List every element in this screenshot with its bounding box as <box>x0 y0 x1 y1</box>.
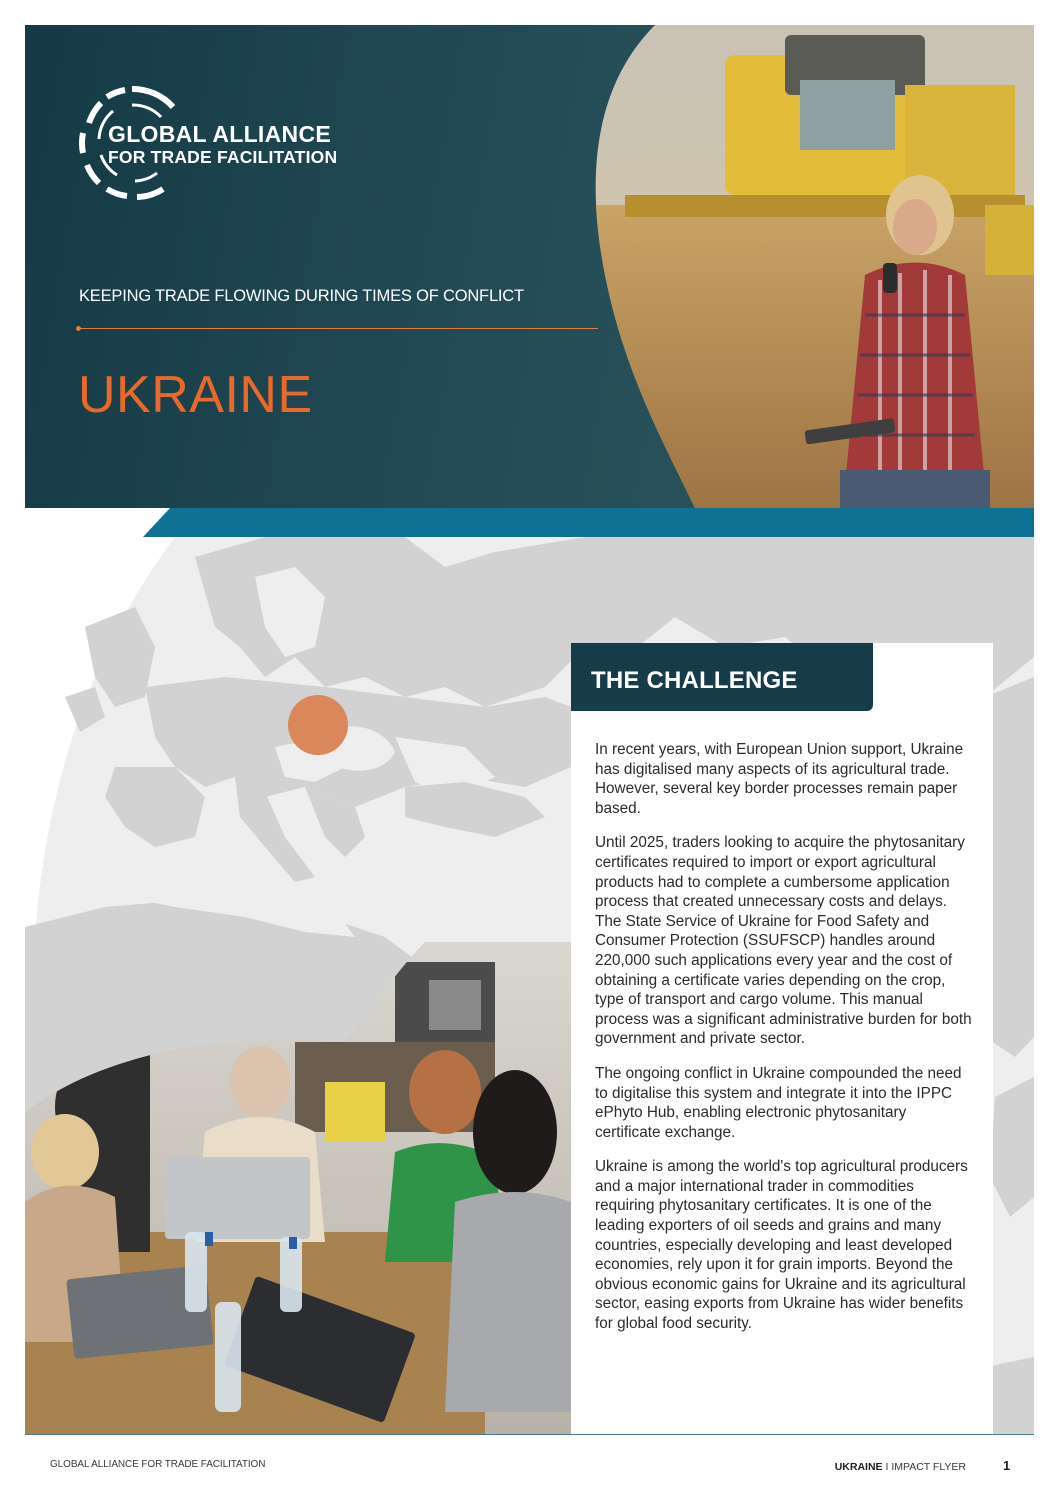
footer-country: UKRAINE <box>834 1461 883 1473</box>
hero-divider <box>78 328 598 329</box>
challenge-paragraph-1: In recent years, with European Union support, Ukraine has digitalised many aspects of its agricultural trade. However, several key border processes remain paper based. <box>595 741 964 817</box>
challenge-heading: THE CHALLENGE <box>591 667 798 694</box>
footer-document-label <box>835 1461 966 1473</box>
footer-divider <box>25 1434 1034 1435</box>
hero-subtitle: KEEPING TRADE FLOWING DURING TIMES OF CONFLICT <box>79 287 524 305</box>
footer-organization: GLOBAL ALLIANCE FOR TRADE FACILITATION <box>50 1459 266 1470</box>
hero-banner <box>25 25 1034 508</box>
challenge-paragraph-3: The ongoing conflict in Ukraine compounded the need to digitalise this system and integrate it into the IPPC ePhyto Hub, enabling electronic phytosanitary certificate exchange. <box>595 1064 962 1141</box>
challenge-paragraph-2: Until 2025, traders looking to acquire the phytosanitary certificates required to import or export agricultural products had to complete a cumbersome application process that created unnecessary costs and delays. The State Service of Ukraine for Food Safety and Consumer Protection (SSUFSCP) handles around 220,000 such applications every year and the cost of obtaining a certificate varies depending on the crop, type of transport and cargo volume. This manual process was a significant administrative burden for both government and private sector. <box>595 834 972 1048</box>
challenge-body <box>595 740 973 1349</box>
hero-title: UKRAINE <box>78 366 313 424</box>
accent-band <box>25 508 1034 537</box>
meeting-photo <box>25 942 571 1434</box>
page-number: 1 <box>1003 1458 1011 1473</box>
challenge-heading-box <box>571 643 873 711</box>
gatf-logo <box>77 83 347 203</box>
ukraine-location-marker <box>288 695 348 755</box>
logo-text-line1: GLOBAL ALLIANCE <box>108 121 331 147</box>
logo-text-line2: FOR TRADE FACILITATION <box>108 147 338 167</box>
footer-doc-type: I IMPACT FLYER <box>882 1461 966 1473</box>
challenge-paragraph-4: Ukraine is among the world's top agricultural producers and a major international trader in commodities requiring phytosanitary certificates. It is one of the leading exporters of oil seeds and grains and many countries, especially developing and least developed economies, rely upon it for grain imports. Beyond the obvious economic gains for Ukraine and its agricultural sector, easing exports from Ukraine has wider benefits for global food security. <box>595 1158 968 1333</box>
